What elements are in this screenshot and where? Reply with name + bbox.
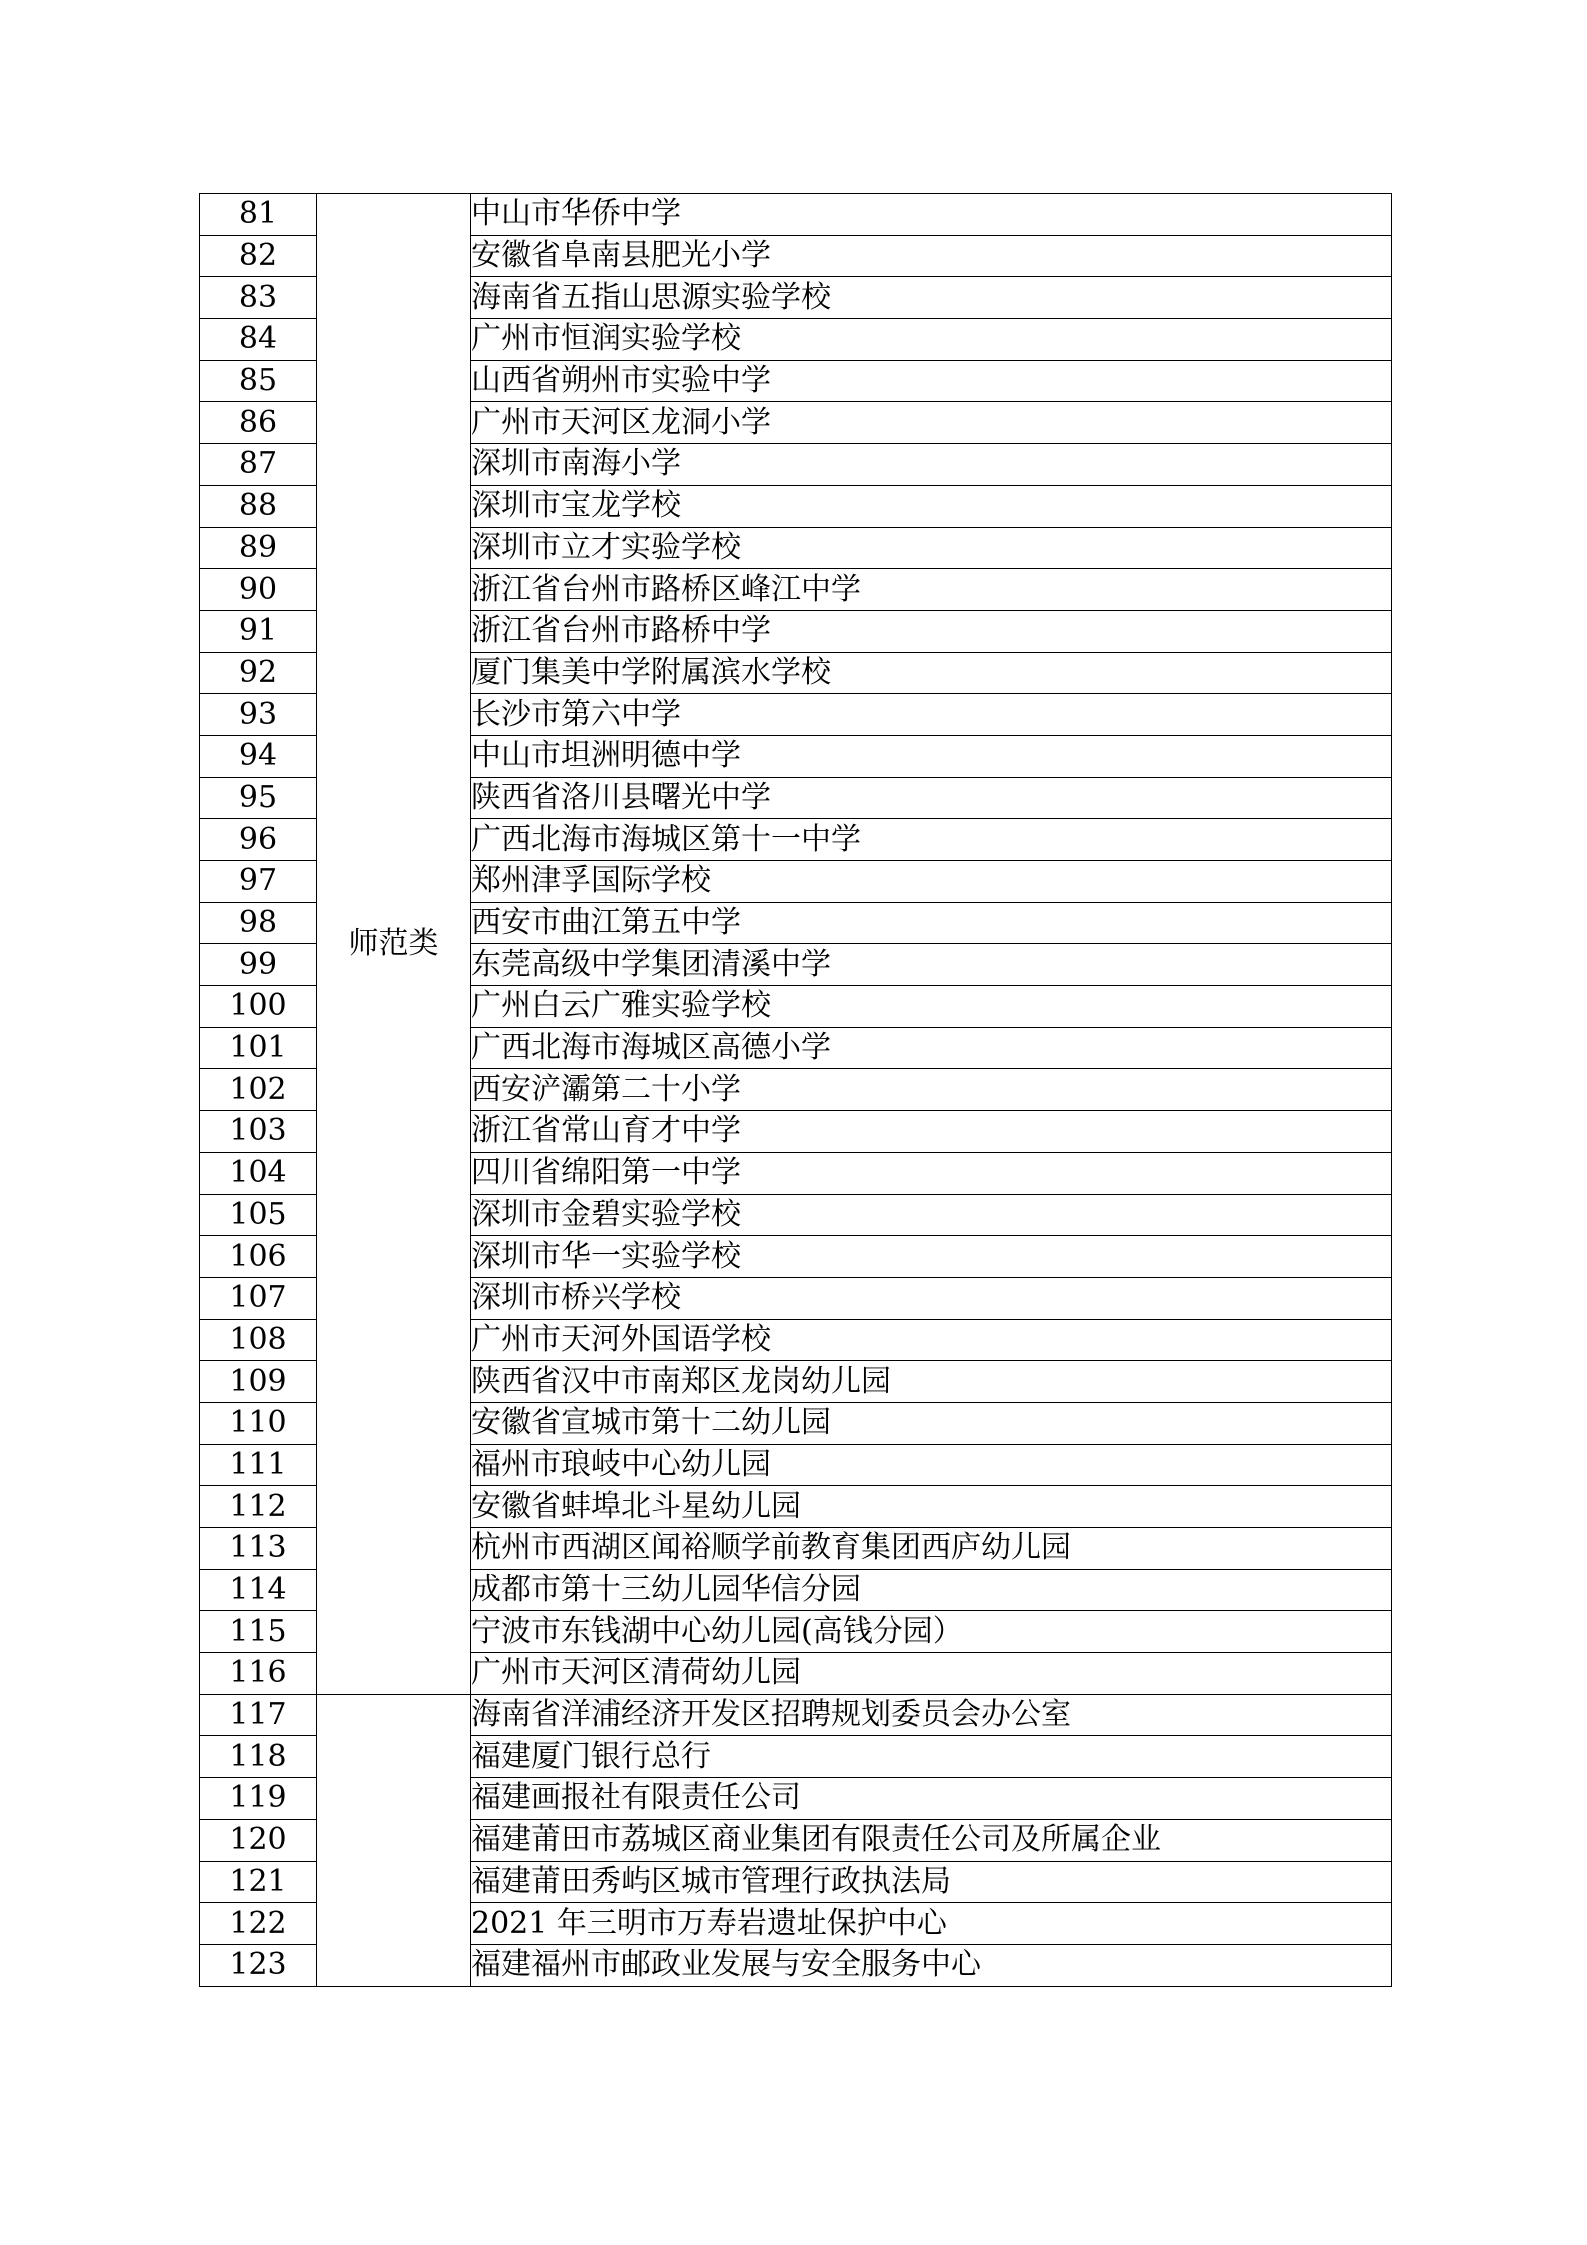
organization-name: 深圳市南海小学	[471, 444, 1392, 486]
row-number: 107	[200, 1277, 317, 1319]
organization-name: 山西省朔州市实验中学	[471, 360, 1392, 402]
row-number: 117	[200, 1694, 317, 1736]
row-number: 82	[200, 235, 317, 277]
row-number: 105	[200, 1194, 317, 1236]
row-number: 102	[200, 1069, 317, 1111]
organization-name: 陕西省汉中市南郑区龙岗幼儿园	[471, 1361, 1392, 1403]
row-number: 93	[200, 694, 317, 736]
row-number: 81	[200, 194, 317, 236]
organization-name: 广州白云广雅实验学校	[471, 986, 1392, 1028]
organization-name: 安徽省蚌埠北斗星幼儿园	[471, 1486, 1392, 1528]
row-number: 96	[200, 819, 317, 861]
organization-name: 杭州市西湖区闻裕顺学前教育集团西庐幼儿园	[471, 1528, 1392, 1570]
organization-name: 广州市天河外国语学校	[471, 1319, 1392, 1361]
organization-name: 中山市华侨中学	[471, 194, 1392, 236]
row-number: 84	[200, 319, 317, 361]
organization-name: 广西北海市海城区高德小学	[471, 1027, 1392, 1069]
row-number: 83	[200, 277, 317, 319]
row-number: 89	[200, 527, 317, 569]
organization-name: 成都市第十三幼儿园华信分园	[471, 1569, 1392, 1611]
row-number: 115	[200, 1611, 317, 1653]
organization-name: 福建莆田市荔城区商业集团有限责任公司及所属企业	[471, 1819, 1392, 1861]
row-number: 97	[200, 861, 317, 903]
category-cell	[317, 1694, 471, 1986]
organization-name: 长沙市第六中学	[471, 694, 1392, 736]
row-number: 98	[200, 902, 317, 944]
organization-name: 厦门集美中学附属滨水学校	[471, 652, 1392, 694]
organization-name: 西安市曲江第五中学	[471, 902, 1392, 944]
row-number: 108	[200, 1319, 317, 1361]
row-number: 94	[200, 735, 317, 777]
row-number: 106	[200, 1236, 317, 1278]
row-number: 85	[200, 360, 317, 402]
row-number: 120	[200, 1819, 317, 1861]
organization-name: 西安浐灞第二十小学	[471, 1069, 1392, 1111]
organization-name: 郑州津孚国际学校	[471, 861, 1392, 903]
row-number: 103	[200, 1111, 317, 1153]
organization-name: 福建莆田秀屿区城市管理行政执法局	[471, 1861, 1392, 1903]
organization-name: 深圳市华一实验学校	[471, 1236, 1392, 1278]
category-cell: 师范类	[317, 194, 471, 1695]
organization-name: 广州市天河区龙洞小学	[471, 402, 1392, 444]
row-number: 86	[200, 402, 317, 444]
organization-name: 四川省绵阳第一中学	[471, 1152, 1392, 1194]
row-number: 122	[200, 1903, 317, 1945]
row-number: 99	[200, 944, 317, 986]
organization-name: 浙江省台州市路桥区峰江中学	[471, 569, 1392, 611]
organization-name: 深圳市桥兴学校	[471, 1277, 1392, 1319]
organization-name: 福建福州市邮政业发展与安全服务中心	[471, 1944, 1392, 1986]
row-number: 113	[200, 1528, 317, 1570]
organization-name: 深圳市金碧实验学校	[471, 1194, 1392, 1236]
organization-name: 东莞高级中学集团清溪中学	[471, 944, 1392, 986]
row-number: 90	[200, 569, 317, 611]
row-number: 116	[200, 1653, 317, 1695]
organization-name: 宁波市东钱湖中心幼儿园(高钱分园）	[471, 1611, 1392, 1653]
row-number: 87	[200, 444, 317, 486]
organization-name: 海南省五指山思源实验学校	[471, 277, 1392, 319]
row-number: 109	[200, 1361, 317, 1403]
employer-table	[199, 193, 1392, 1987]
organization-name: 广州市天河区清荷幼儿园	[471, 1653, 1392, 1695]
organization-name: 海南省洋浦经济开发区招聘规划委员会办公室	[471, 1694, 1392, 1736]
row-number: 114	[200, 1569, 317, 1611]
organization-name: 2021 年三明市万寿岩遗址保护中心	[471, 1903, 1392, 1945]
row-number: 91	[200, 610, 317, 652]
organization-name: 广州市恒润实验学校	[471, 319, 1392, 361]
row-number: 111	[200, 1444, 317, 1486]
row-number: 119	[200, 1778, 317, 1820]
table-row	[200, 194, 1392, 236]
row-number: 101	[200, 1027, 317, 1069]
row-number: 104	[200, 1152, 317, 1194]
row-number: 110	[200, 1402, 317, 1444]
organization-name: 浙江省常山育才中学	[471, 1111, 1392, 1153]
organization-name: 广西北海市海城区第十一中学	[471, 819, 1392, 861]
organization-name: 安徽省宣城市第十二幼儿园	[471, 1402, 1392, 1444]
table-body	[200, 194, 1392, 1987]
row-number: 123	[200, 1944, 317, 1986]
organization-name: 深圳市宝龙学校	[471, 485, 1392, 527]
row-number: 95	[200, 777, 317, 819]
row-number: 118	[200, 1736, 317, 1778]
row-number: 100	[200, 986, 317, 1028]
row-number: 121	[200, 1861, 317, 1903]
organization-name: 福建画报社有限责任公司	[471, 1778, 1392, 1820]
organization-name: 陕西省洛川县曙光中学	[471, 777, 1392, 819]
organization-name: 福州市琅岐中心幼儿园	[471, 1444, 1392, 1486]
organization-name: 安徽省阜南县肥光小学	[471, 235, 1392, 277]
row-number: 112	[200, 1486, 317, 1528]
organization-name: 福建厦门银行总行	[471, 1736, 1392, 1778]
organization-name: 中山市坦洲明德中学	[471, 735, 1392, 777]
table-row	[200, 1694, 1392, 1736]
row-number: 88	[200, 485, 317, 527]
organization-name: 深圳市立才实验学校	[471, 527, 1392, 569]
row-number: 92	[200, 652, 317, 694]
organization-name: 浙江省台州市路桥中学	[471, 610, 1392, 652]
